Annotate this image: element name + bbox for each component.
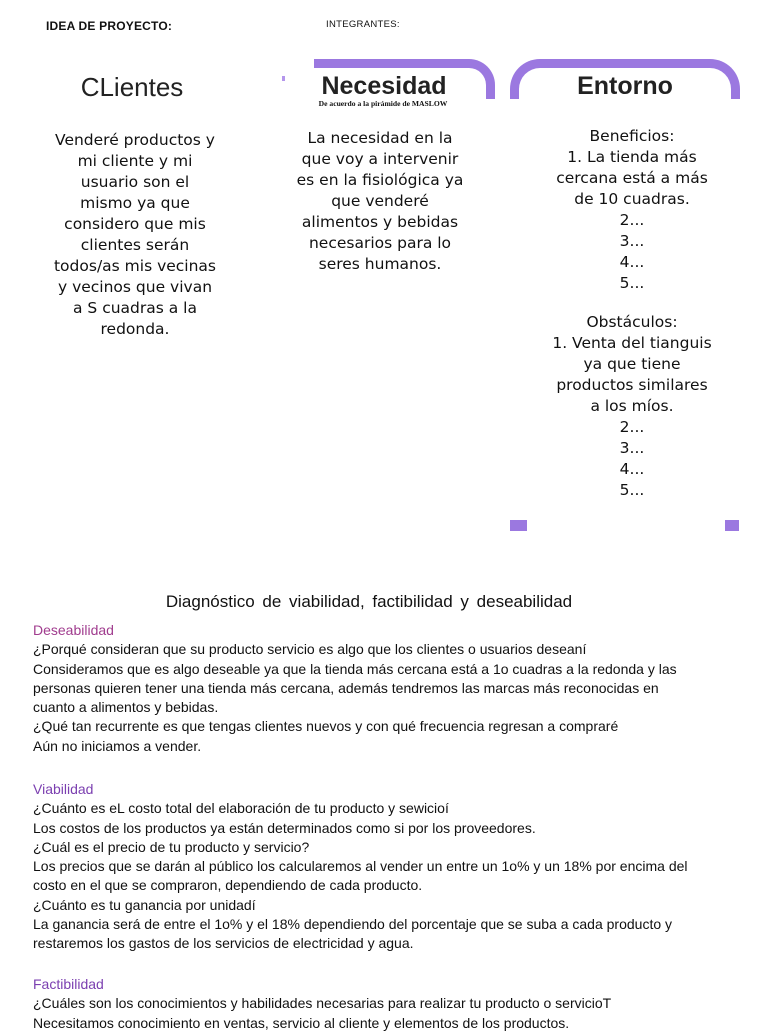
text-line: Los precios que se darán al público los calcularemos al vender un entre un 1o% y un 18% por encima del	[33, 858, 688, 875]
text-line: a S cuadras a la	[73, 299, 197, 317]
decorative-tick	[282, 76, 285, 81]
text-line: redonda.	[100, 320, 170, 338]
text-line: que voy a intervenir	[301, 150, 459, 168]
text-line: ¿Cuánto es tu ganancia por unidadí	[33, 896, 256, 913]
text-line: productos similares	[556, 376, 708, 394]
text-line: clientes serán	[80, 236, 190, 254]
text-line: 1. La tienda más	[567, 148, 697, 166]
text-line: Beneficios:	[589, 127, 675, 145]
text-line: Aún no iniciamos a vender.	[33, 737, 202, 754]
text-line: La ganancia será de entre el 1o% y el 18% dependiendo del porcentaje que se suba a cada producto y	[33, 916, 673, 933]
text-line: Los costos de los productos ya están determinados como si por los proveedores.	[33, 819, 536, 836]
factibilidad-heading: Factibilidad	[33, 976, 104, 992]
text-line: todos/as mis vecinas	[53, 257, 217, 275]
text-line: 5...	[619, 481, 645, 499]
integrantes-label: INTEGRANTES:	[326, 19, 400, 30]
necesidad-title: Necesidad	[321, 72, 447, 100]
text-line: 3...	[619, 232, 645, 250]
text-line: restaremos los gastos de los servicios de electricidad y agua.	[33, 935, 414, 952]
necesidad-text	[294, 128, 466, 275]
text-line: ¿Cuáles son los conocimientos y habilidades necesarias para realizar tu producto o servicioT	[33, 995, 612, 1012]
text-line: considero que mis	[64, 215, 206, 233]
viabilidad-heading: Viabilidad	[33, 781, 94, 797]
text-line: ¿Cuál es el precio de tu producto y servicio?	[33, 838, 310, 855]
text-line: que venderé	[331, 192, 429, 210]
entorno-text	[546, 126, 718, 501]
text-line: seres humanos.	[318, 255, 442, 273]
text-line: ¿Cuánto es eL costo total del elaboración de tu producto y sewicioí	[33, 800, 449, 817]
text-line: usuario son el	[80, 173, 190, 191]
text-line: personas quieren tener una tienda más cercana, además tendremos las marcas más reconocidas en	[33, 679, 659, 696]
clientes-text	[46, 130, 224, 340]
idea-de-proyecto-label: IDEA DE PROYECTO:	[46, 19, 173, 33]
text-line: Obstáculos:	[586, 313, 678, 331]
diagnostico-title: Diagnóstico de viabilidad, factibilidad y deseabilidad	[165, 592, 573, 611]
necesidad-subtitle: De acuerdo a la pirámide de MASLOW	[318, 99, 448, 108]
text-line: alimentos y bebidas	[301, 213, 459, 231]
viabilidad-section	[33, 780, 723, 954]
text-line: mi cliente y mi	[77, 152, 193, 170]
text-line: Consideramos que es algo deseable ya que la tienda más cercana está a 1o cuadras a la redonda y las	[33, 660, 677, 677]
text-line: y vecinos que vivan	[57, 278, 213, 296]
text-line: es en la fisiológica ya	[296, 171, 464, 189]
text-line: costo en el que se compraron, dependiendo de cada producto.	[33, 877, 423, 894]
clientes-title: CLientes	[80, 72, 184, 102]
text-line: 2...	[619, 418, 645, 436]
text-line: 5...	[619, 274, 645, 292]
text-line: Necesitamos conocimiento en ventas, servicio al cliente y elementos de los productos.	[33, 1014, 570, 1031]
entorno-footer-right	[725, 520, 739, 531]
text-line: Venderé productos y	[55, 131, 215, 149]
text-line: La necesidad en la	[307, 129, 453, 147]
text-line: ¿Qué tan recurrente es que tengas clientes nuevos y con qué frecuencia regresan a compraré	[33, 718, 619, 735]
text-line: ¿Porqué consideran que su producto servicio es algo que los clientes o usuarios deseaní	[33, 641, 587, 658]
entorno-footer-left	[510, 520, 527, 531]
text-line: 4...	[619, 460, 645, 478]
factibilidad-section	[33, 975, 723, 1033]
text-line: ya que tiene	[583, 355, 681, 373]
text-line: 1. Venta del tianguis	[552, 334, 712, 352]
text-line: de 10 cuadras.	[574, 190, 690, 208]
deseabilidad-heading: Deseabilidad	[33, 622, 114, 638]
text-line: 2...	[619, 211, 645, 229]
entorno-title: Entorno	[577, 72, 673, 100]
text-line: a los míos.	[590, 397, 674, 415]
text-line: cuanto a alimentos y bebidas.	[33, 699, 219, 716]
text-line: cercana está a más	[556, 169, 708, 187]
text-line: 4...	[619, 253, 645, 271]
text-line: necesarios para lo	[308, 234, 452, 252]
text-line: 3...	[619, 439, 645, 457]
deseabilidad-section	[33, 621, 723, 756]
text-line: mismo ya que	[80, 194, 190, 212]
spacer	[546, 294, 718, 312]
